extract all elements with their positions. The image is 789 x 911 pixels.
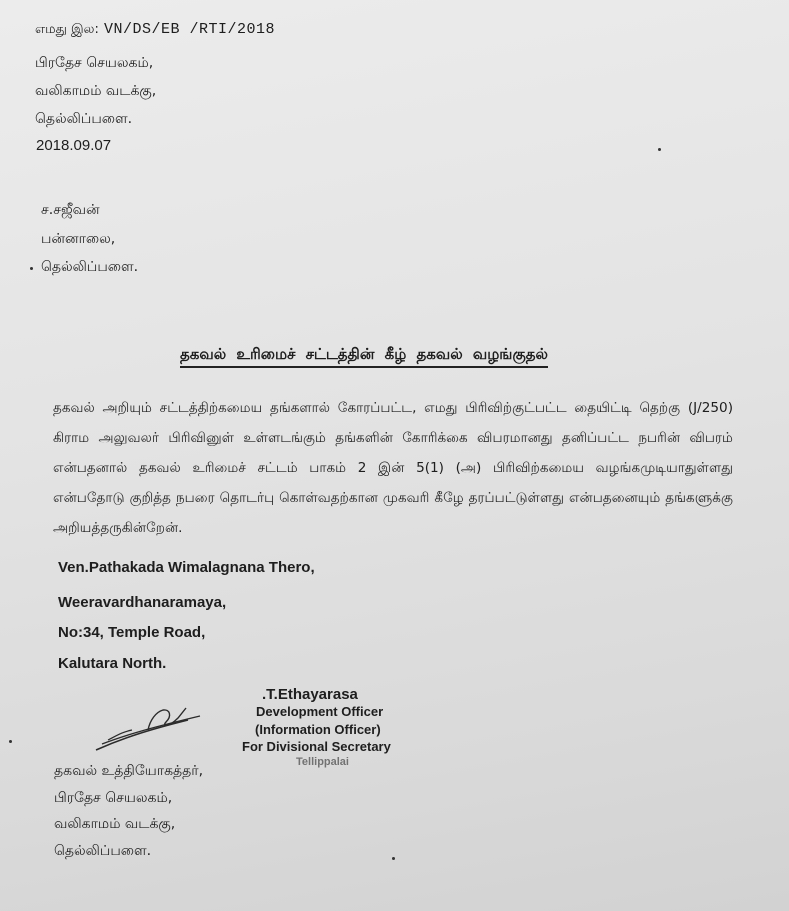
office-name: பிரதேச செயலகம், [35, 55, 154, 71]
office-town: தெல்லிப்பளை. [35, 111, 133, 127]
contact-temple: Weeravardhanaramaya, [58, 594, 227, 611]
contact-street: No:34, Temple Road, [58, 624, 206, 641]
stamp-place: Tellippalai [296, 756, 349, 768]
paper-speck [392, 857, 395, 860]
letter-date: 2018.09.07 [36, 137, 112, 154]
subject-heading: தகவல் உரிமைச் சட்டத்தின் கீழ் தகவல் வழங்குதல் [180, 345, 548, 368]
paper-speck [9, 740, 12, 743]
contact-city: Kalutara North. [58, 655, 167, 672]
recipient-village: பன்னாலை, [41, 231, 116, 247]
body-paragraph: தகவல் அறியும் சட்டத்திற்கமைய தங்களால் கோரப்பட்ட, எமது பிரிவிற்குட்பட்ட தையிட்டி தெற்கு (J/250) கிராம அலுவலர் பிரிவினுள் உள்ளடங்கும் தங்களின் கோரிக்கை விபரமானது தனிப்பட்ட நபரின் விபரம் என்பதனால் தகவல் உரிமைச் சட்டம் பாகம் 2 இன் 5(1) (அ) பிரிவிற்கமைய வழங்கமுடியாதுள்ளது என்பதோடு குறித்த நபரை தொடர்பு கொள்வதற்கான முகவரி கீழே தரப்பட்டுள்ளது என்பதனையும் தங்களுக்கு அறியத்தருகின்றேன். [53, 400, 733, 536]
stamp-role: (Information Officer) [255, 722, 381, 737]
recipient-town: தெல்லிப்பளை. [41, 259, 139, 275]
office-division: வலிகாமம் வடக்கு, [35, 83, 157, 99]
reference-number: VN/DS/EB /RTI/2018 [104, 21, 276, 38]
signoff-town: தெல்லிப்பளை. [54, 843, 152, 859]
signoff-office: பிரதேச செயலகம், [54, 790, 173, 806]
signoff-division: வலிகாமம் வடக்கு, [54, 816, 176, 832]
paper-speck [30, 267, 33, 270]
recipient-name: ச.சஜீவன் [41, 202, 100, 218]
signoff-title: தகவல் உத்தியோகத்தர், [54, 763, 204, 779]
signature [88, 700, 213, 760]
stamp-office: For Divisional Secretary [242, 739, 391, 754]
paper-speck [658, 148, 661, 151]
stamp-officer-name: .T.Ethayarasa [262, 686, 358, 703]
contact-name: Ven.Pathakada Wimalagnana Thero, [58, 559, 315, 576]
stamp-title: Development Officer [256, 704, 384, 719]
reference-label: எமது இல: [35, 22, 99, 37]
